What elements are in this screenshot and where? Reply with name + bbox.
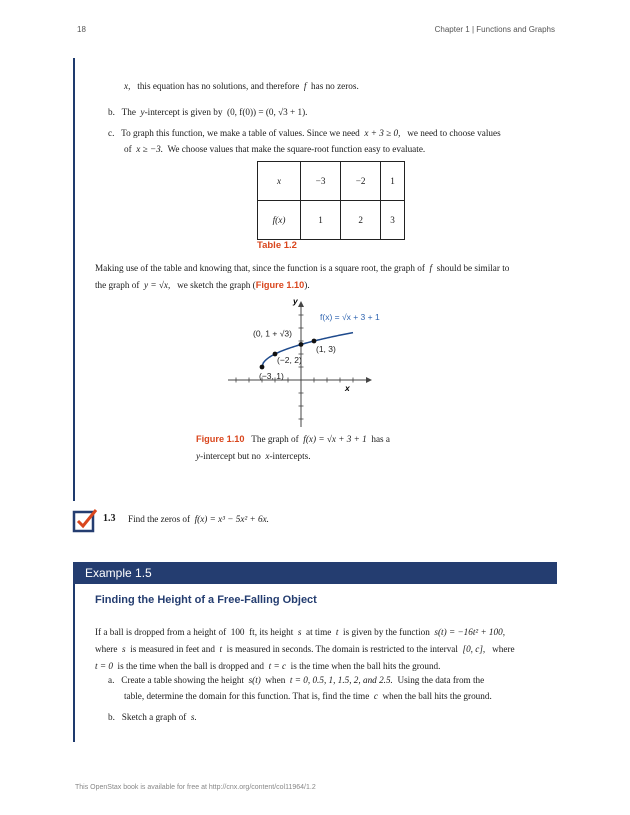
example-item-a: a. Create a table showing the height s(t) when t = 0, 0.5, 1, 1.5, 2, and 2.5. Using the data from the table, determine the domain for this function. That is, find the time c when the ball hits the ground. — [108, 675, 492, 701]
solution-item-b: b. The y-intercept is given by (0, f(0)) = (0, √3 + 1). — [108, 107, 308, 117]
x-axis-arrow-icon — [366, 377, 372, 383]
example-problem: If a ball is dropped from a height of 100 ft, its height s at time t is given by the function s(t) = −16t² + 100, where s is measured in feet and t is measured in seconds. The domain is restricted to the interval [0, c], where t = 0 is the time when the ball is dropped and t = c is the time when the ball hits the ground. — [95, 627, 515, 671]
point-label: (−3, 1) — [259, 371, 284, 381]
y-axis-arrow-icon — [298, 301, 304, 307]
table-row — [258, 201, 405, 240]
solution-line-a: x, this equation has no solutions, and therefore f has no zeros. — [124, 81, 359, 91]
page-number: 18 — [77, 25, 86, 34]
example-item-b: b. Sketch a graph of s. — [108, 712, 197, 722]
solution-item-c: c. To graph this function, we make a table of values. Since we need x + 3 ≥ 0, we need to choose values of x ≥ −3. We choose values that make the square-root function easy to evaluate. — [108, 128, 501, 154]
figure-caption: Figure 1.10 The graph of f(x) = √x + 3 + 1 has a y-intercept but no x-intercepts. — [196, 434, 390, 461]
example-sidebar-line — [73, 584, 75, 742]
graph-point — [260, 365, 265, 370]
table-header-cell: f(x) — [258, 201, 301, 240]
y-axis-label: y — [293, 296, 298, 306]
table-cell: −2 — [341, 162, 381, 201]
example-title: Finding the Height of a Free-Falling Object — [95, 594, 317, 606]
table-caption: Table 1.2 — [257, 240, 297, 251]
checkpoint-text: Find the zeros of f(x) = x³ − 5x² + 6x. — [128, 514, 269, 524]
example-banner: Example 1.5 — [73, 562, 557, 584]
point-label: (0, 1 + √3) — [253, 328, 292, 339]
table-cell: −3 — [301, 162, 341, 201]
curve-label: f(x) = √x + 3 + 1 — [320, 312, 380, 322]
checkpoint-number: 1.3 — [103, 513, 116, 524]
table-cell: 1 — [301, 201, 341, 240]
graph-point — [312, 339, 317, 344]
x-axis-label: x — [345, 383, 350, 393]
graph-points — [253, 328, 336, 381]
chapter-header: Chapter 1 | Functions and Graphs — [434, 25, 555, 34]
table-header-cell: x — [258, 162, 301, 201]
figure-link[interactable]: Figure 1.10 — [255, 280, 305, 290]
table-row — [258, 162, 405, 201]
table-cell: 1 — [381, 162, 405, 201]
function-graph — [210, 295, 410, 430]
point-label: (−2, 2) — [277, 355, 302, 365]
graph-paragraph: Making use of the table and knowing that, since the function is a square root, the graph of f should be similar to the graph of y = √x, we sketch the graph (Figure 1.10). — [95, 263, 510, 290]
point-label: (1, 3) — [316, 344, 336, 354]
solution-sidebar-line — [73, 58, 75, 501]
table-cell: 3 — [381, 201, 405, 240]
checkpoint-icon — [72, 507, 98, 533]
footer-text: This OpenStax book is available for free at http://cnx.org/content/col11964/1.2 — [75, 784, 316, 791]
values-table — [257, 161, 405, 240]
table-cell: 2 — [341, 201, 381, 240]
graph-point — [299, 342, 304, 347]
